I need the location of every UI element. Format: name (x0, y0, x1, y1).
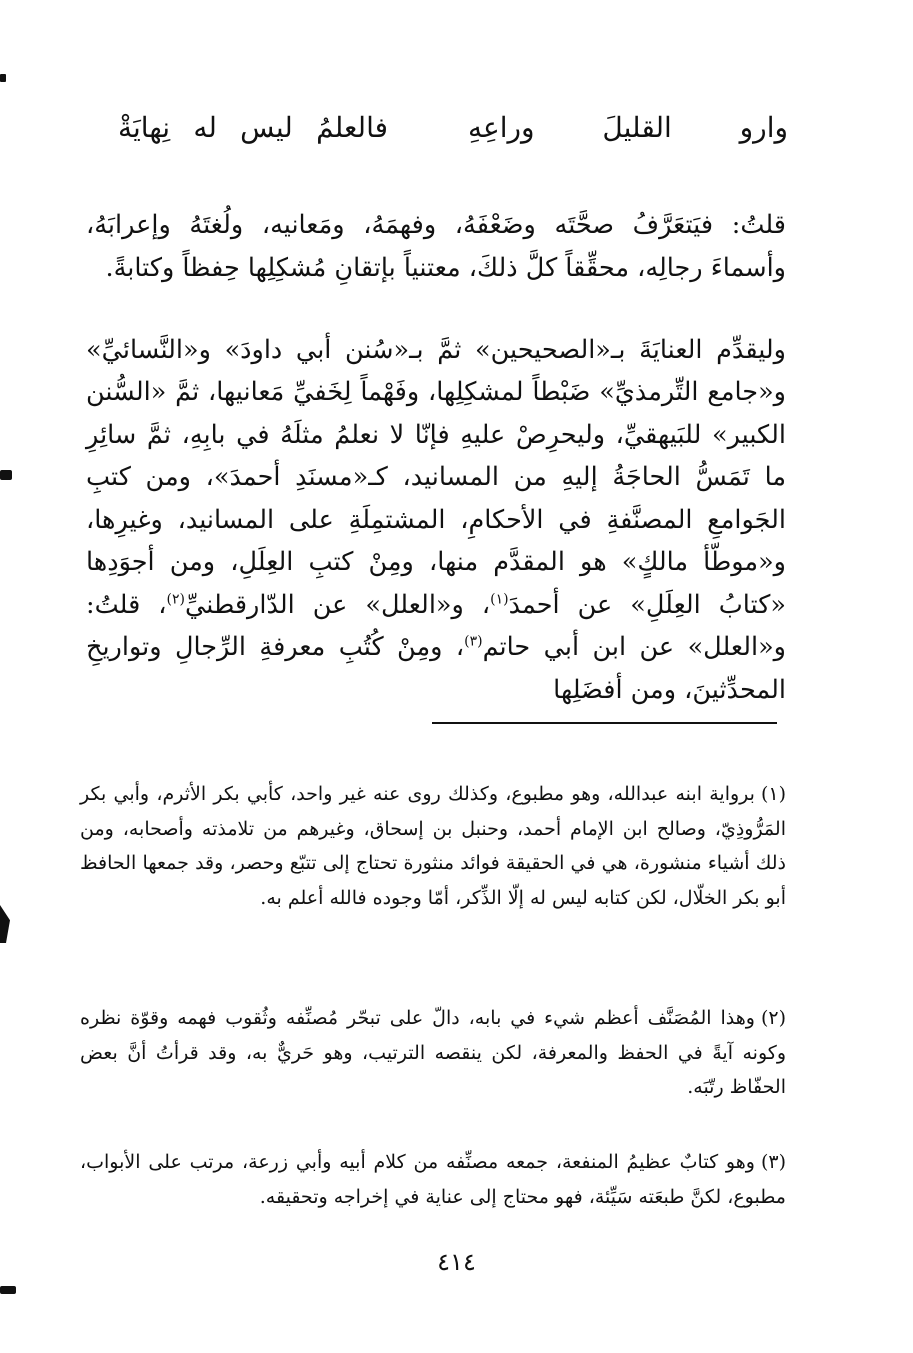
scan-mark (0, 905, 10, 943)
page-number: ٤١٤ (437, 1248, 476, 1276)
footnote (80, 1001, 786, 1105)
scan-mark (0, 470, 12, 480)
footnote-text: وهو كتابٌ عظيمُ المنفعة، جمعه مصنِّفه من كلام أبيه وأبي زرعة، مرتب على الأبواب، مطبوع، لكنَّ طبعَته سَيِّئة، فهو محتاج إلى عناية في إخراجه وتحقيقه. (80, 1151, 786, 1208)
footnote-reference[interactable]: (١) (490, 591, 509, 607)
paragraph-text: ، ومِنْ كُتُبِ معرفةِ الرِّجالِ وتواريخِ المحدِّثينَ، ومن أفضَلِها (86, 632, 786, 705)
footnote-reference[interactable]: (٢) (166, 591, 185, 607)
body-paragraph (86, 329, 786, 712)
paragraph-text: وليقدِّم العنايَةَ بـ«الصحيحين» ثمَّ بـ«سُنن أبي داودَ» و«النَّسائيِّ» و«جامع التِّرمذيِّ» ضَبْطاً لمشكِلِها، وفَهْماً لِخَفيِّ مَعانيها، ثمَّ «السُّنن الكبير» للبَيهقيِّ، وليحرِصْ عليهِ فإنّا لا نعلمُ مثلَهُ في بابِهِ، ثمَّ سائِرِ ما تَمَسُّ الحاجَةُ إليهِ من المسانيد، كـ«مسنَدِ أحمدَ»، ومن كتبِ الجَوامعِ المصنَّفةِ في الأحكامِ، المشتمِلَةِ على المسانيد، وغيرِها، و«موطّأ مالكٍ» هو المقدَّم منها، ومِنْ كتبِ العِلَلِ، ومن أجوَدِها «كتابُ العِلَلِ» عن أحمدَ (86, 334, 786, 620)
footnote-text: وهذا المُصَنَّف أعظم شيء في بابه، دالّ على تبحّر مُصنِّفه وثُقوب فهمه وقوّة نظره وكونه آيةً في الحفظ والمعرفة، لكن ينقصه الترتيب، وهو حَريٌّ به، وقد قرأتُ أنَّ بعض الحفّاظ رتّبَه. (80, 1007, 786, 1098)
footnote-number: (١) (760, 783, 786, 805)
footnote-reference[interactable]: (٣) (464, 633, 483, 650)
footnote-number: (٢) (760, 1007, 786, 1029)
footnote-text: برواية ابنه عبدالله، وهو مطبوع، وكذلك روى عنه غير واحد، كأبي بكر الأثرم، وأبي بكر المَرُّوذِيّ، وصالح ابن الإمام أحمد، وحنبل بن إسحاق، وغيرهم من تلامذته وأصحابه، ومن ذلك أشياء منشورة، هي في الحقيقة فوائد منثورة تحتاج إلى تتبّع وحصر، وقد جمعها الحافظ أبو بكر الخلّال، لكن كتابه ليس له إلّا الذِّكر، أمّا وجوده فالله أعلم به. (80, 783, 786, 909)
footnote-separator (432, 722, 777, 724)
footnote-number: (٣) (760, 1151, 786, 1173)
footnote (80, 1145, 786, 1214)
paragraph-text: ، و«العلل» عن الدّارقطنيِّ (185, 589, 491, 620)
scan-mark (0, 1286, 16, 1294)
verse-second-hemistich: وارو القليلَ وراعِهِ (468, 111, 788, 144)
body-paragraph: قلتُ: فيَتعَرَّفُ صحَّتَه وضَعْفَهُ، وفهمَهُ، ومَعانيه، ولُغتَهُ وإعرابَهُ، وأسماءَ رجالِه، محقِّقاً كلَّ ذلكَ، معتنياً بإتقانِ مُشكِلِها حِفظاً وكتابةً. (86, 209, 786, 283)
paragraph-text: ، قلتُ: و«العلل» عن ابن أبي حاتم (86, 589, 786, 662)
footnote (80, 777, 786, 915)
poetry-verse (118, 104, 788, 152)
verse-first-hemistich: فالعلمُ ليس له نِهايَةْ (118, 111, 388, 144)
scan-mark (0, 74, 6, 82)
